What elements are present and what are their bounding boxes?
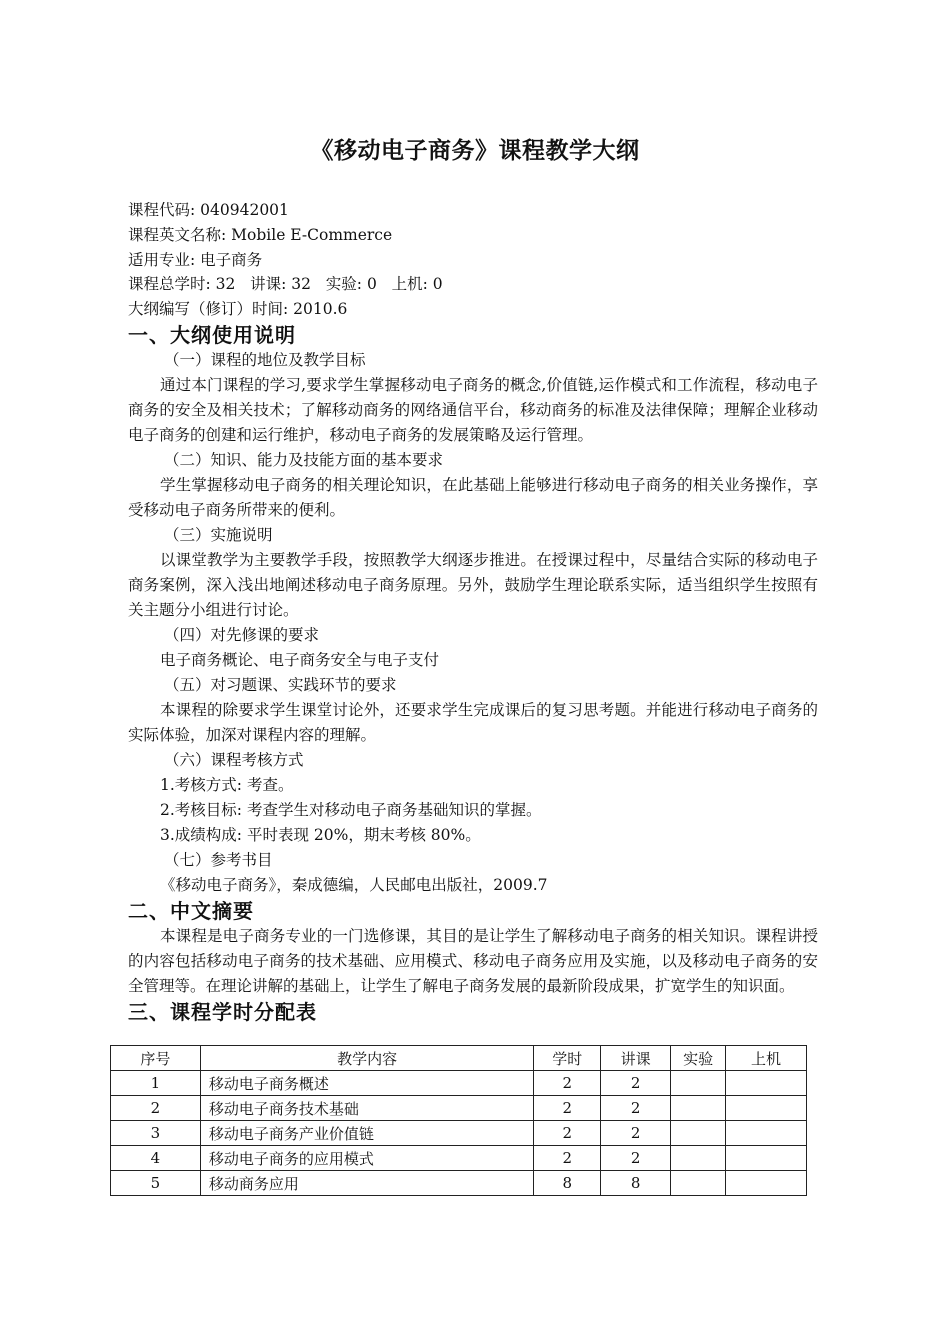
row-content: 移动电子商务的应用模式	[200, 1146, 533, 1171]
row-index: 4	[111, 1146, 201, 1171]
s1-title: （一）课程的地位及教学目标	[164, 351, 366, 369]
header-index: 序号	[111, 1046, 201, 1071]
s4-text: 电子商务概论、电子商务安全与电子支付	[160, 651, 440, 669]
row-index: 2	[111, 1096, 201, 1121]
s7-text: 《移动电子商务》，秦成德编，人民邮电出版社，2009.7	[160, 876, 548, 894]
row-hours: 2	[534, 1121, 601, 1146]
s7-title: （七）参考书目	[164, 851, 273, 869]
course-english-name: 课程英文名称: Mobile E-Commerce	[128, 225, 393, 244]
section2-heading: 二、中文摘要	[128, 899, 254, 923]
row-lecture: 2	[601, 1071, 671, 1096]
header-lab: 实验	[671, 1046, 726, 1071]
course-revision: 大纲编写（修订）时间: 2010.6	[128, 300, 348, 319]
row-index: 3	[111, 1121, 201, 1146]
table-header-row	[111, 1046, 807, 1071]
header-content: 教学内容	[200, 1046, 533, 1071]
row-lecture: 2	[601, 1146, 671, 1171]
s6-item-2: 2.考核目标: 考查学生对移动电子商务基础知识的掌握。	[160, 801, 542, 819]
header-lecture: 讲课	[601, 1046, 671, 1071]
s2-text: 学生掌握移动电子商务的相关理论知识，在此基础上能够进行移动电子商务的相关业务操作，享受移动电子商务所带来的便利。	[128, 476, 818, 519]
table-row	[111, 1096, 807, 1121]
row-computer	[726, 1146, 807, 1171]
row-lecture: 8	[601, 1171, 671, 1196]
s6-title: （六）课程考核方式	[164, 751, 304, 769]
row-computer	[726, 1096, 807, 1121]
row-content: 移动电子商务产业价值链	[200, 1121, 533, 1146]
row-lab	[671, 1146, 726, 1171]
row-lab	[671, 1171, 726, 1196]
section3-heading: 三、课程学时分配表	[128, 1000, 317, 1024]
row-lecture: 2	[601, 1121, 671, 1146]
row-content: 移动商务应用	[200, 1171, 533, 1196]
s1-text: 通过本门课程的学习,要求学生掌握移动电子商务的概念,价值链,运作模式和工作流程，移动电子商务的安全及相关技术；了解移动商务的网络通信平台，移动商务的标准及法律保障；理解企业移动电子商务的创建和运行维护，移动电子商务的发展策略及运行管理。	[128, 376, 818, 444]
row-computer	[726, 1071, 807, 1096]
header-hours: 学时	[534, 1046, 601, 1071]
s6-item-1: 1.考核方式: 考查。	[160, 776, 294, 794]
s2-title: （二）知识、能力及技能方面的基本要求	[164, 451, 444, 469]
row-content: 移动电子商务概述	[200, 1071, 533, 1096]
document-body	[128, 322, 818, 1025]
table-row	[111, 1121, 807, 1146]
row-lab	[671, 1121, 726, 1146]
row-lecture: 2	[601, 1096, 671, 1121]
header-computer: 上机	[726, 1046, 807, 1071]
hours-table	[110, 1045, 807, 1196]
row-lab	[671, 1096, 726, 1121]
row-content: 移动电子商务技术基础	[200, 1096, 533, 1121]
s4-title: （四）对先修课的要求	[164, 626, 320, 644]
table-row	[111, 1071, 807, 1096]
abstract-text: 本课程是电子商务专业的一门选修课，其目的是让学生了解移动电子商务的相关知识。课程讲授的内容包括移动电子商务的技术基础、应用模式、移动电子商务应用及实施，以及移动电子商务的安全管理等。在理论讲解的基础上，让学生了解电子商务发展的最新阶段成果，扩宽学生的知识面。	[128, 927, 818, 995]
s3-title: （三）实施说明	[164, 526, 273, 544]
row-hours: 2	[534, 1096, 601, 1121]
course-meta	[128, 198, 443, 322]
s5-text: 本课程的除要求学生课堂讨论外，还要求学生完成课后的复习思考题。并能进行移动电子商务的实际体验，加深对课程内容的理解。	[128, 701, 818, 744]
row-computer	[726, 1121, 807, 1146]
row-hours: 8	[534, 1171, 601, 1196]
s3-text: 以课堂教学为主要教学手段，按照教学大纲逐步推进。在授课过程中，尽量结合实际的移动电子商务案例，深入浅出地阐述移动电子商务原理。另外，鼓励学生理论联系实际，适当组织学生按照有关主题分小组进行讨论。	[128, 551, 818, 619]
row-hours: 2	[534, 1146, 601, 1171]
row-index: 1	[111, 1071, 201, 1096]
page-title: 《移动电子商务》课程教学大纲	[310, 138, 640, 164]
table-row	[111, 1171, 807, 1196]
course-major: 适用专业: 电子商务	[128, 250, 263, 269]
course-hours: 课程总学时: 32 讲课: 32 实验: 0 上机: 0	[128, 275, 443, 294]
s5-title: （五）对习题课、实践环节的要求	[164, 676, 397, 694]
course-code: 课程代码: 040942001	[128, 201, 289, 219]
row-computer	[726, 1171, 807, 1196]
s6-item-3: 3.成绩构成: 平时表现 20%，期末考核 80%。	[160, 826, 481, 844]
row-hours: 2	[534, 1071, 601, 1096]
table-row	[111, 1146, 807, 1171]
section1-heading: 一、大纲使用说明	[128, 323, 296, 347]
row-lab	[671, 1071, 726, 1096]
row-index: 5	[111, 1171, 201, 1196]
